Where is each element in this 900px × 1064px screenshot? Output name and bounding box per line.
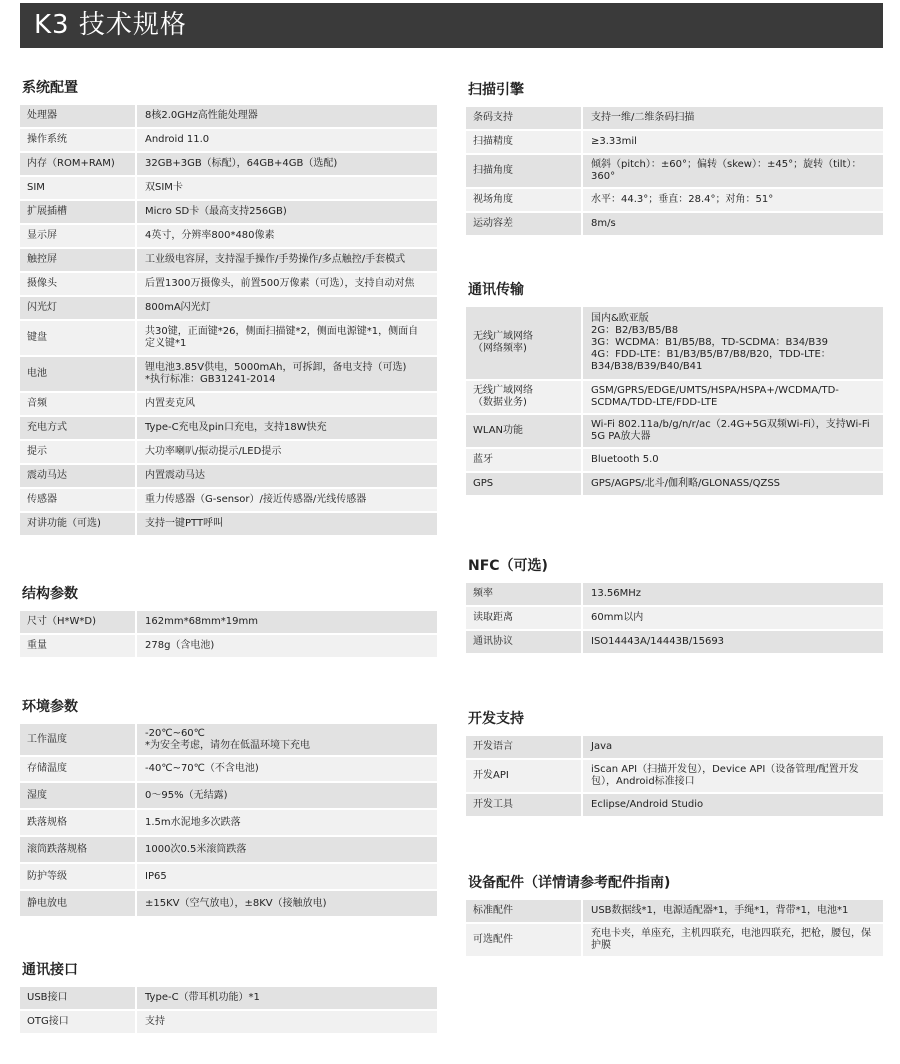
spec-row [20,487,437,511]
spec-value: USB数据线*1，电源适配器*1，手绳*1，背带*1，电池*1 [583,898,883,922]
spec-key: 扩展插槽 [20,199,137,223]
spec-row [20,439,437,463]
spec-value: 1.5m水泥地多次跌落 [137,808,437,835]
spec-value: 0～95%（无结露) [137,781,437,808]
spec-table [466,898,883,956]
spec-value: 倾斜（pitch）：±60°；偏转（skew）：±45°；旋转（tilt）：360° [583,153,883,187]
spec-table [466,734,883,816]
spec-value: 内置震动马达 [137,463,437,487]
spec-value: 支持一键PTT呼叫 [137,511,437,535]
spec-key: 闪光灯 [20,295,137,319]
spec-row [20,391,437,415]
spec-table [466,305,883,495]
spec-value: 水平：44.3°；垂直：28.4°；对角：51° [583,187,883,211]
spec-row [20,151,437,175]
spec-row [466,187,883,211]
spec-value: 1000次0.5米滚筒跌落 [137,835,437,862]
spec-key: 扫描角度 [466,153,583,187]
spec-key: GPS [466,471,583,495]
spec-row [466,379,883,413]
spec-key: 可选配件 [466,922,583,956]
spec-row [466,792,883,816]
section-accessories [466,872,883,956]
page-title: K3 技术规格 [34,10,187,40]
section-title: 系统配置 [22,80,78,96]
spec-row [466,758,883,792]
spec-value: Type-C充电及pin口充电，支持18W快充 [137,415,437,439]
spec-row [466,605,883,629]
spec-value: 13.56MHz [583,581,883,605]
spec-value: ±15KV（空气放电），±8KV（接触放电) [137,889,437,916]
spec-key: 摄像头 [20,271,137,295]
section-nfc [466,555,883,653]
spec-row [466,211,883,235]
section-title: 扫描引擎 [468,82,524,98]
spec-value: 后置1300万摄像头，前置500万像素（可选），支持自动对焦 [137,271,437,295]
spec-row [20,722,437,755]
spec-value: 60mm以内 [583,605,883,629]
spec-row [20,223,437,247]
spec-row [466,153,883,187]
spec-key: 传感器 [20,487,137,511]
spec-row [466,629,883,653]
spec-value: -20℃~60℃ *为安全考虑，请勿在低温环境下充电 [137,722,437,755]
spec-value: 32GB+3GB（标配），64GB+4GB（选配) [137,151,437,175]
spec-key: 充电方式 [20,415,137,439]
spec-value: -40℃~70℃（不含电池) [137,755,437,781]
spec-key: 存储温度 [20,755,137,781]
spec-value: Micro SD卡（最高支持256GB) [137,199,437,223]
spec-row [466,734,883,758]
spec-table [466,581,883,653]
spec-row [466,129,883,153]
spec-value: 大功率喇叭/振动提示/LED提示 [137,439,437,463]
spec-value: 国内&欧亚版 2G：B2/B3/B5/B8 3G：WCDMA：B1/B5/B8，TD-SCDMA：B34/B39 4G：FDD-LTE：B1/B3/B5/B7/B8/B20，TDD-LTE：B34/B38/B39/B40/B41 [583,305,883,379]
spec-key: 操作系统 [20,127,137,151]
spec-row [20,862,437,889]
spec-row [466,305,883,379]
spec-value: 支持一维/二维条码扫描 [583,105,883,129]
spec-row [466,447,883,471]
spec-key: 湿度 [20,781,137,808]
spec-value: IP65 [137,862,437,889]
page-header [20,3,883,48]
spec-key: 跌落规格 [20,808,137,835]
spec-value: 锂电池3.85V供电，5000mAh，可拆卸，备电支持（可选) *执行标准：GB31241-2014 [137,355,437,391]
section-system [20,77,437,535]
spec-table [20,609,437,657]
spec-row [20,781,437,808]
spec-key: WLAN功能 [466,413,583,447]
spec-key: 静电放电 [20,889,137,916]
spec-table [20,103,437,535]
spec-row [20,808,437,835]
spec-value: 8核2.0GHz高性能处理器 [137,103,437,127]
spec-row [466,581,883,605]
spec-key: 尺寸（H*W*D) [20,609,137,633]
section-title: 环境参数 [22,699,78,715]
spec-key: 滚筒跌落规格 [20,835,137,862]
spec-key: 音频 [20,391,137,415]
spec-row [20,1009,437,1033]
spec-value: 8m/s [583,211,883,235]
spec-key: 对讲功能（可选) [20,511,137,535]
spec-key: SIM [20,175,137,199]
spec-row [20,633,437,657]
spec-row [466,898,883,922]
spec-row [20,609,437,633]
spec-value: GSM/GPRS/EDGE/UMTS/HSPA/HSPA+/WCDMA/TD-SCDMA/TDD-LTE/FDD-LTE [583,379,883,413]
spec-value: ISO14443A/14443B/15693 [583,629,883,653]
spec-key: 开发语言 [466,734,583,758]
spec-row [20,511,437,535]
spec-key: 运动容差 [466,211,583,235]
spec-row [20,247,437,271]
spec-table [20,722,437,916]
spec-row [20,463,437,487]
spec-key: 开发API [466,758,583,792]
spec-value: Android 11.0 [137,127,437,151]
section-interface [20,959,437,1033]
spec-key: 通讯协议 [466,629,583,653]
spec-value: 工业级电容屏，支持湿手操作/手势操作/多点触控/手套模式 [137,247,437,271]
spec-key: 重量 [20,633,137,657]
spec-value: 800mA闪光灯 [137,295,437,319]
spec-key: 无线广域网络 （数据业务) [466,379,583,413]
spec-row [466,922,883,956]
spec-value: 278g（含电池) [137,633,437,657]
spec-row [466,413,883,447]
spec-key: 无线广域网络 （网络频率) [466,305,583,379]
spec-key: 标准配件 [466,898,583,922]
section-environment [20,696,437,916]
spec-value: 162mm*68mm*19mm [137,609,437,633]
spec-row [20,127,437,151]
spec-key: 防护等级 [20,862,137,889]
section-title: 开发支持 [468,711,524,727]
spec-row [20,355,437,391]
section-title: 通讯传输 [468,282,524,298]
spec-key: OTG接口 [20,1009,137,1033]
spec-value: 重力传感器（G-sensor）/接近传感器/光线传感器 [137,487,437,511]
spec-key: 提示 [20,439,137,463]
spec-row [20,199,437,223]
spec-key: 键盘 [20,319,137,355]
spec-row [20,835,437,862]
spec-key: 内存（ROM+RAM) [20,151,137,175]
spec-row [20,889,437,916]
spec-value: Bluetooth 5.0 [583,447,883,471]
section-structure [20,583,437,657]
spec-value: 4英寸，分辨率800*480像素 [137,223,437,247]
spec-key: 触控屏 [20,247,137,271]
spec-table [466,105,883,235]
section-scan [466,79,883,235]
section-dev [466,708,883,816]
spec-row [20,415,437,439]
spec-value: 双SIM卡 [137,175,437,199]
spec-value: iScan API（扫描开发包），Device API（设备管理/配置开发包），Android标准接口 [583,758,883,792]
spec-row [20,295,437,319]
spec-value: 共30键，正面键*26，侧面扫描键*2，侧面电源键*1，侧面自定义键*1 [137,319,437,355]
spec-key: 显示屏 [20,223,137,247]
spec-key: 扫描精度 [466,129,583,153]
spec-key: 条码支持 [466,105,583,129]
spec-key: 工作温度 [20,722,137,755]
spec-row [20,271,437,295]
spec-key: 视场角度 [466,187,583,211]
spec-key: 读取距离 [466,605,583,629]
spec-row [466,471,883,495]
spec-value: Eclipse/Android Studio [583,792,883,816]
spec-table [20,985,437,1033]
spec-key: 震动马达 [20,463,137,487]
spec-row [20,175,437,199]
spec-value: 支持 [137,1009,437,1033]
section-comm [466,279,883,495]
spec-row [20,319,437,355]
spec-value: Type-C（带耳机功能）*1 [137,985,437,1009]
spec-key: 频率 [466,581,583,605]
spec-key: 蓝牙 [466,447,583,471]
spec-value: Wi-Fi 802.11a/b/g/n/r/ac（2.4G+5G双频Wi-Fi），支持Wi-Fi 5G PA放大器 [583,413,883,447]
spec-value: ≥3.33mil [583,129,883,153]
section-title: 设备配件（详情请参考配件指南) [468,875,671,891]
spec-key: 开发工具 [466,792,583,816]
spec-key: 处理器 [20,103,137,127]
section-title: 通讯接口 [22,962,78,978]
spec-row [466,105,883,129]
spec-row [20,755,437,781]
spec-value: Java [583,734,883,758]
spec-row [20,103,437,127]
spec-value: 内置麦克风 [137,391,437,415]
spec-row [20,985,437,1009]
section-title: 结构参数 [22,586,78,602]
section-title: NFC（可选) [468,558,548,574]
spec-key: 电池 [20,355,137,391]
spec-value: 充电卡夹，单座充，主机四联充，电池四联充，把枪，腰包，保护膜 [583,922,883,956]
spec-value: GPS/AGPS/北斗/伽利略/GLONASS/QZSS [583,471,883,495]
spec-key: USB接口 [20,985,137,1009]
